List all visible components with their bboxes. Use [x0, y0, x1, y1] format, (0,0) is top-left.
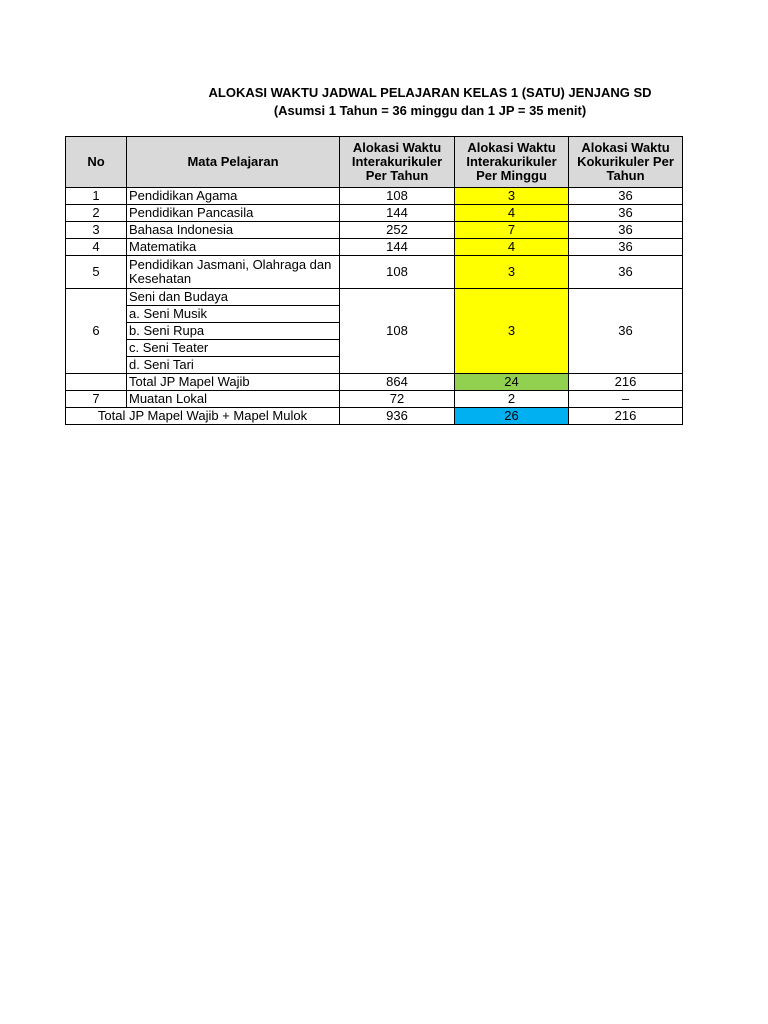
row-mapel: Pendidikan Pancasila	[127, 205, 340, 222]
row-kokurikuler: 36	[569, 239, 683, 256]
allocation-table	[65, 136, 683, 425]
total-all-per-tahun: 936	[340, 408, 455, 425]
table-row-seni	[66, 289, 683, 306]
table-row	[66, 188, 683, 205]
row-kokurikuler: 36	[569, 188, 683, 205]
seni-item: Seni dan Budaya	[127, 289, 340, 306]
row-per-minggu: 2	[455, 391, 569, 408]
row-kokurikuler: 36	[569, 222, 683, 239]
seni-item: b. Seni Rupa	[127, 323, 340, 340]
row-per-tahun: 144	[340, 205, 455, 222]
row-kokurikuler: 36	[569, 205, 683, 222]
total-wajib-per-tahun: 864	[340, 374, 455, 391]
row-mapel: Pendidikan Jasmani, Olahraga dan Kesehatan	[127, 256, 340, 289]
table-row	[66, 205, 683, 222]
row-mapel: Bahasa Indonesia	[127, 222, 340, 239]
total-wajib-kokurikuler: 216	[569, 374, 683, 391]
seni-item: d. Seni Tari	[127, 357, 340, 374]
total-wajib-row	[66, 374, 683, 391]
header-per-minggu: Alokasi Waktu Interakurikuler Per Minggu	[455, 137, 569, 188]
row-no: 6	[66, 289, 127, 374]
header-row	[66, 137, 683, 188]
header-kokurikuler: Alokasi Waktu Kokurikuler Per Tahun	[569, 137, 683, 188]
header-no: No	[66, 137, 127, 188]
total-wajib-per-minggu: 24	[455, 374, 569, 391]
row-mapel: Pendidikan Agama	[127, 188, 340, 205]
row-no: 1	[66, 188, 127, 205]
row-kokurikuler: 36	[569, 256, 683, 289]
row-no: 5	[66, 256, 127, 289]
total-all-label: Total JP Mapel Wajib + Mapel Mulok	[66, 408, 340, 425]
total-all-row	[66, 408, 683, 425]
row-per-tahun: 108	[340, 256, 455, 289]
row-per-tahun: 108	[340, 188, 455, 205]
row-kokurikuler: 36	[569, 289, 683, 374]
row-per-minggu: 7	[455, 222, 569, 239]
row-no: 7	[66, 391, 127, 408]
row-per-tahun: 72	[340, 391, 455, 408]
row-per-minggu: 3	[455, 289, 569, 374]
table-row	[66, 256, 683, 289]
row-per-tahun: 108	[340, 289, 455, 374]
row-per-minggu: 4	[455, 205, 569, 222]
page-subtitle: (Asumsi 1 Tahun = 36 minggu dan 1 JP = 35 menit)	[273, 103, 587, 118]
total-all-per-minggu: 26	[455, 408, 569, 425]
row-no-empty	[66, 374, 127, 391]
row-no: 3	[66, 222, 127, 239]
row-per-minggu: 3	[455, 256, 569, 289]
row-per-minggu: 3	[455, 188, 569, 205]
row-no: 4	[66, 239, 127, 256]
seni-item: c. Seni Teater	[127, 340, 340, 357]
table-row	[66, 222, 683, 239]
row-mapel: Muatan Lokal	[127, 391, 340, 408]
row-per-minggu: 4	[455, 239, 569, 256]
row-per-tahun: 144	[340, 239, 455, 256]
seni-item: a. Seni Musik	[127, 306, 340, 323]
page-title: ALOKASI WAKTU JADWAL PELAJARAN KELAS 1 (SATU) JENJANG SD	[208, 85, 652, 100]
table-row	[66, 239, 683, 256]
table-row-mulok	[66, 391, 683, 408]
header-per-tahun: Alokasi Waktu Interakurikuler Per Tahun	[340, 137, 455, 188]
total-wajib-label: Total JP Mapel Wajib	[127, 374, 340, 391]
row-no: 2	[66, 205, 127, 222]
row-kokurikuler: –	[569, 391, 683, 408]
row-mapel: Matematika	[127, 239, 340, 256]
total-all-kokurikuler: 216	[569, 408, 683, 425]
row-per-tahun: 252	[340, 222, 455, 239]
header-mapel: Mata Pelajaran	[127, 137, 340, 188]
